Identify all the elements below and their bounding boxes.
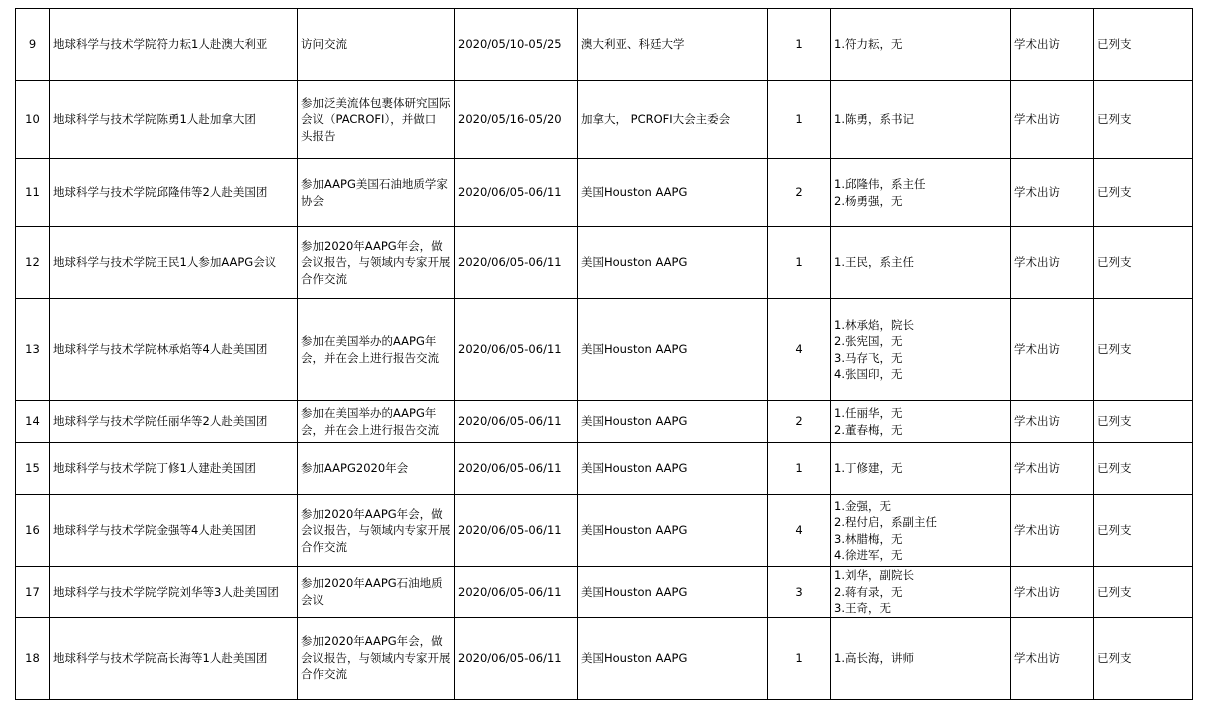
members-cell: 1.陈勇，系书记 (831, 81, 1011, 159)
category-cell: 学术出访 (1011, 227, 1094, 299)
destination-cell: 美国Houston AAPG (578, 443, 768, 495)
status-cell: 已列支 (1094, 617, 1193, 699)
task-cell: 参加在美国举办的AAPG年 会，并在会上进行报告交流 (298, 401, 455, 443)
status-cell: 已列支 (1094, 495, 1193, 567)
category-cell: 学术出访 (1011, 9, 1094, 81)
status-cell: 已列支 (1094, 159, 1193, 227)
person-count-cell: 1 (768, 227, 831, 299)
members-cell: 1.林承焰，院长 2.张宪国，无 3.马存飞，无 4.张国印，无 (831, 299, 1011, 401)
group-name-cell: 地球科学与技术学院金强等4人赴美国团 (50, 495, 298, 567)
group-name-cell: 地球科学与技术学院符力耘1人赴澳大利亚 (50, 9, 298, 81)
table-row (16, 227, 1193, 299)
category-cell: 学术出访 (1011, 495, 1094, 567)
category-cell: 学术出访 (1011, 567, 1094, 618)
row-number-cell: 10 (16, 81, 50, 159)
task-cell: 参加2020年AAPG石油地质 会议 (298, 567, 455, 618)
group-name-cell: 地球科学与技术学院林承焰等4人赴美国团 (50, 299, 298, 401)
category-cell: 学术出访 (1011, 443, 1094, 495)
table-row (16, 159, 1193, 227)
table-row (16, 299, 1193, 401)
date-range-cell: 2020/06/05-06/11 (455, 401, 578, 443)
status-cell: 已列支 (1094, 567, 1193, 618)
date-range-cell: 2020/05/16-05/20 (455, 81, 578, 159)
group-name-cell: 地球科学与技术学院陈勇1人赴加拿大团 (50, 81, 298, 159)
destination-cell: 美国Houston AAPG (578, 401, 768, 443)
row-number-cell: 18 (16, 617, 50, 699)
row-number-cell: 17 (16, 567, 50, 618)
status-cell: 已列支 (1094, 299, 1193, 401)
status-cell: 已列支 (1094, 81, 1193, 159)
members-cell: 1.邱隆伟，系主任 2.杨勇强，无 (831, 159, 1011, 227)
destination-cell: 美国Houston AAPG (578, 495, 768, 567)
members-cell: 1.任丽华，无 2.董春梅，无 (831, 401, 1011, 443)
date-range-cell: 2020/06/05-06/11 (455, 159, 578, 227)
date-range-cell: 2020/06/05-06/11 (455, 495, 578, 567)
destination-cell: 美国Houston AAPG (578, 617, 768, 699)
status-cell: 已列支 (1094, 401, 1193, 443)
group-name-cell: 地球科学与技术学院丁修1人建赴美国团 (50, 443, 298, 495)
task-cell: 参加2020年AAPG年会，做 会议报告，与领域内专家开展 合作交流 (298, 227, 455, 299)
destination-cell: 美国Houston AAPG (578, 299, 768, 401)
members-cell: 1.金强，无 2.程付启，系副主任 3.林腊梅，无 4.徐进军，无 (831, 495, 1011, 567)
task-cell: 参加泛美流体包裹体研究国际 会议（PACROFI），并做口 头报告 (298, 81, 455, 159)
person-count-cell: 4 (768, 495, 831, 567)
row-number-cell: 11 (16, 159, 50, 227)
date-range-cell: 2020/06/05-06/11 (455, 617, 578, 699)
row-number-cell: 9 (16, 9, 50, 81)
table-row (16, 443, 1193, 495)
table-row (16, 9, 1193, 81)
row-number-cell: 16 (16, 495, 50, 567)
destination-cell: 美国Houston AAPG (578, 159, 768, 227)
row-number-cell: 15 (16, 443, 50, 495)
task-cell: 参加AAPG美国石油地质学家 协会 (298, 159, 455, 227)
category-cell: 学术出访 (1011, 159, 1094, 227)
status-cell: 已列支 (1094, 443, 1193, 495)
person-count-cell: 2 (768, 401, 831, 443)
category-cell: 学术出访 (1011, 299, 1094, 401)
category-cell: 学术出访 (1011, 401, 1094, 443)
table-row (16, 567, 1193, 618)
destination-cell: 加拿大， PCROFI大会主委会 (578, 81, 768, 159)
row-number-cell: 12 (16, 227, 50, 299)
row-number-cell: 14 (16, 401, 50, 443)
members-cell: 1.刘华，副院长 2.蒋有录，无 3.王奇，无 (831, 567, 1011, 618)
date-range-cell: 2020/05/10-05/25 (455, 9, 578, 81)
date-range-cell: 2020/06/05-06/11 (455, 227, 578, 299)
group-name-cell: 地球科学与技术学院任丽华等2人赴美国团 (50, 401, 298, 443)
person-count-cell: 4 (768, 299, 831, 401)
destination-cell: 澳大利亚、科廷大学 (578, 9, 768, 81)
task-cell: 参加AAPG2020年会 (298, 443, 455, 495)
task-cell: 参加2020年AAPG年会，做 会议报告，与领域内专家开展 合作交流 (298, 617, 455, 699)
person-count-cell: 2 (768, 159, 831, 227)
status-cell: 已列支 (1094, 9, 1193, 81)
group-name-cell: 地球科学与技术学院高长海等1人赴美国团 (50, 617, 298, 699)
group-name-cell: 地球科学与技术学院学院刘华等3人赴美国团 (50, 567, 298, 618)
date-range-cell: 2020/06/05-06/11 (455, 443, 578, 495)
group-name-cell: 地球科学与技术学院王民1人参加AAPG会议 (50, 227, 298, 299)
category-cell: 学术出访 (1011, 81, 1094, 159)
group-name-cell: 地球科学与技术学院邱隆伟等2人赴美国团 (50, 159, 298, 227)
table-row (16, 617, 1193, 699)
table-row (16, 401, 1193, 443)
task-cell: 参加在美国举办的AAPG年 会，并在会上进行报告交流 (298, 299, 455, 401)
person-count-cell: 1 (768, 81, 831, 159)
table-row (16, 495, 1193, 567)
category-cell: 学术出访 (1011, 617, 1094, 699)
destination-cell: 美国Houston AAPG (578, 227, 768, 299)
person-count-cell: 1 (768, 617, 831, 699)
members-cell: 1.高长海，讲师 (831, 617, 1011, 699)
status-cell: 已列支 (1094, 227, 1193, 299)
task-cell: 访问交流 (298, 9, 455, 81)
person-count-cell: 1 (768, 443, 831, 495)
members-cell: 1.丁修建，无 (831, 443, 1011, 495)
trip-table-body (16, 9, 1193, 700)
date-range-cell: 2020/06/05-06/11 (455, 299, 578, 401)
members-cell: 1.王民，系主任 (831, 227, 1011, 299)
destination-cell: 美国Houston AAPG (578, 567, 768, 618)
task-cell: 参加2020年AAPG年会，做 会议报告，与领域内专家开展 合作交流 (298, 495, 455, 567)
person-count-cell: 3 (768, 567, 831, 618)
trip-table (15, 8, 1193, 700)
members-cell: 1.符力耘，无 (831, 9, 1011, 81)
date-range-cell: 2020/06/05-06/11 (455, 567, 578, 618)
person-count-cell: 1 (768, 9, 831, 81)
row-number-cell: 13 (16, 299, 50, 401)
table-row (16, 81, 1193, 159)
